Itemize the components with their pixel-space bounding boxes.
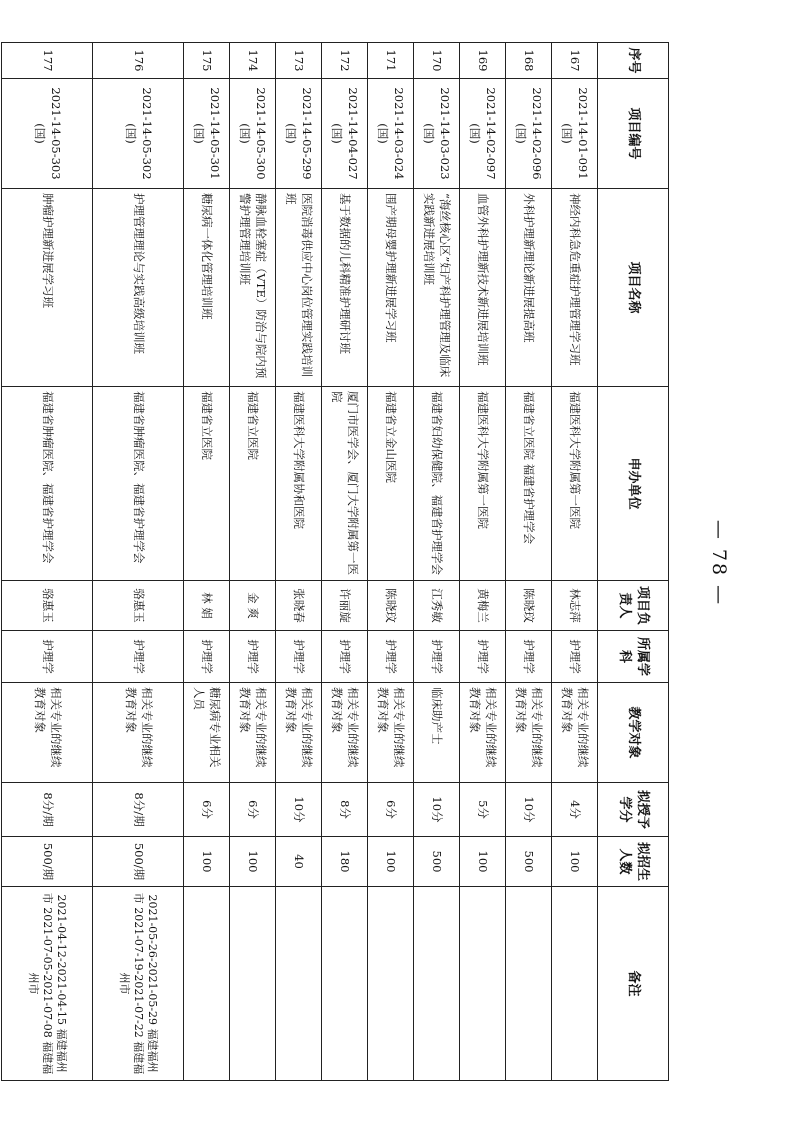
cell-name: 外科护理新理论新进展提高班 [506,189,552,387]
cell-org: 福建医科大学附属第一医院 [460,387,506,581]
cell-discipline: 护理学 [506,631,552,683]
cell-count: 500 [414,837,460,887]
cell-id: 2021-14-02-096(国) [506,79,552,189]
cell-name: “海丝核心区”妇产科护理管理及临床实践新进展培训班 [414,189,460,387]
cell-discipline: 护理学 [552,631,598,683]
cell-note [460,887,506,1081]
cell-org: 福建省立医院 [184,387,230,581]
cell-note [552,887,598,1081]
course-table [1,42,669,1081]
cell-lead: 林志萍 [552,581,598,631]
cell-credit: 10分 [506,783,552,837]
cell-note [276,887,322,1081]
cell-credit: 10分 [276,783,322,837]
cell-no: 176 [93,43,184,79]
cell-name: 医院消毒供应中心岗位管理实践培训班 [276,189,322,387]
cell-audience: 相关专业的继续教育对象 [2,683,93,783]
table-row [93,43,184,1081]
header-count: 拟招生人数 [598,837,669,887]
cell-lead: 陈晓玟 [368,581,414,631]
table-row [322,43,368,1081]
cell-id: 2021-14-05-302(国) [93,79,184,189]
cell-audience: 相关专业的继续教育对象 [460,683,506,783]
cell-count: 500 [506,837,552,887]
cell-lead: 江秀敏 [414,581,460,631]
cell-name: 肿瘤护理新进展学习班 [2,189,93,387]
cell-id: 2021-14-02-097(国) [460,79,506,189]
cell-id: 2021-14-05-301(国) [184,79,230,189]
cell-count: 100 [552,837,598,887]
cell-audience: 糖尿病专业相关人员 [184,683,230,783]
cell-org: 福建省肿瘤医院、福建省护理学会 [2,387,93,581]
cell-name: 护理管理理论与实践高级培训班 [93,189,184,387]
page-number [704,498,734,628]
cell-no: 177 [2,43,93,79]
cell-discipline: 护理学 [368,631,414,683]
header-id: 项目编号 [598,79,669,189]
cell-id: 2021-14-01-091(国) [552,79,598,189]
cell-audience: 临床助产士 [414,683,460,783]
cell-audience: 相关专业的继续教育对象 [93,683,184,783]
cell-name: 糖尿病一体化管理培训班 [184,189,230,387]
cell-note [230,887,276,1081]
table-row [460,43,506,1081]
cell-credit: 8分/期 [93,783,184,837]
cell-note [414,887,460,1081]
cell-no: 175 [184,43,230,79]
cell-org: 福建医科大学附属第一医院 [552,387,598,581]
cell-count: 500/期 [93,837,184,887]
cell-discipline: 护理学 [230,631,276,683]
cell-discipline: 护理学 [414,631,460,683]
table-row [184,43,230,1081]
cell-credit: 6分 [230,783,276,837]
header-discipline: 所属学科 [598,631,669,683]
cell-audience: 相关专业的继续教育对象 [322,683,368,783]
page-number-text: — 78 — [708,519,731,607]
cell-count: 180 [322,837,368,887]
table-body [2,43,598,1081]
cell-count: 40 [276,837,322,887]
cell-id: 2021-14-03-023(国) [414,79,460,189]
cell-lead: 骆惠玉 [93,581,184,631]
header-credit: 拟授予学分 [598,783,669,837]
cell-no: 172 [322,43,368,79]
cell-credit: 4分 [552,783,598,837]
cell-count: 100 [230,837,276,887]
cell-name: 基于数据的儿科精准护理研讨班 [322,189,368,387]
header-name: 项目名称 [598,189,669,387]
cell-id: 2021-14-03-024(国) [368,79,414,189]
cell-audience: 相关专业的继续教育对象 [552,683,598,783]
cell-no: 171 [368,43,414,79]
table-header-row [598,43,669,1081]
cell-lead: 黄梅兰 [460,581,506,631]
cell-lead: 林 娟 [184,581,230,631]
cell-name: 围产期母婴护理新进展学习班 [368,189,414,387]
cell-discipline: 护理学 [276,631,322,683]
cell-note [322,887,368,1081]
cell-name: 血管外科护理新技术新进展培训班 [460,189,506,387]
table-row [230,43,276,1081]
cell-no: 170 [414,43,460,79]
cell-org: 福建省肿瘤医院、福建省护理学会 [93,387,184,581]
table-row [506,43,552,1081]
table-row [552,43,598,1081]
table-row [2,43,93,1081]
cell-credit: 6分 [184,783,230,837]
cell-no: 174 [230,43,276,79]
cell-count: 100 [460,837,506,887]
cell-no: 168 [506,43,552,79]
cell-discipline: 护理学 [93,631,184,683]
cell-org: 福建省立医院 福建省护理学会 [506,387,552,581]
cell-name: 静脉血栓塞症（VTE）防治与院内预警护理管理培训班 [230,189,276,387]
cell-lead: 张晓春 [276,581,322,631]
cell-note: 2021-04-12-2021-04-15 福建福州市 2021-07-05-2021-07-08 福建福州市 [2,887,93,1081]
cell-lead: 骆惠玉 [2,581,93,631]
cell-no: 169 [460,43,506,79]
cell-audience: 相关专业的继续教育对象 [368,683,414,783]
cell-credit: 10分 [414,783,460,837]
cell-note [506,887,552,1081]
cell-discipline: 护理学 [184,631,230,683]
cell-count: 100 [184,837,230,887]
cell-id: 2021-14-05-303(国) [2,79,93,189]
cell-discipline: 护理学 [2,631,93,683]
cell-org: 福建省立金山医院 [368,387,414,581]
table-row [414,43,460,1081]
cell-count: 100 [368,837,414,887]
cell-note [184,887,230,1081]
cell-note: 2021-05-26-2021-05-29 福建福州市 2021-07-19-2021-07-22 福建福州市 [93,887,184,1081]
cell-discipline: 护理学 [322,631,368,683]
cell-count: 500/期 [2,837,93,887]
cell-credit: 5分 [460,783,506,837]
cell-credit: 8分 [322,783,368,837]
cell-org: 厦门市医学会、厦门大学附属第一医院 [322,387,368,581]
cell-id: 2021-14-05-299(国) [276,79,322,189]
cell-org: 福建省妇幼保健院、福建省护理学会 [414,387,460,581]
header-org: 申办单位 [598,387,669,581]
rotated-table-wrapper [26,42,669,1080]
cell-lead: 陈晓玟 [506,581,552,631]
cell-audience: 相关专业的继续教育对象 [276,683,322,783]
header-note: 备注 [598,887,669,1081]
cell-id: 2021-14-04-027(国) [322,79,368,189]
cell-no: 173 [276,43,322,79]
header-audience: 教学对象 [598,683,669,783]
cell-audience: 相关专业的继续教育对象 [506,683,552,783]
cell-org: 福建医科大学附属协和医院 [276,387,322,581]
cell-note [368,887,414,1081]
header-no: 序号 [598,43,669,79]
cell-credit: 6分 [368,783,414,837]
cell-lead: 金 爽 [230,581,276,631]
table-row [368,43,414,1081]
table-row [276,43,322,1081]
cell-id: 2021-14-05-300(国) [230,79,276,189]
cell-org: 福建省立医院 [230,387,276,581]
cell-discipline: 护理学 [460,631,506,683]
header-lead: 项目负责人 [598,581,669,631]
cell-credit: 8分/期 [2,783,93,837]
cell-name: 神经内科急危重症护理管理学习班 [552,189,598,387]
cell-lead: 许丽旋 [322,581,368,631]
cell-no: 167 [552,43,598,79]
cell-audience: 相关专业的继续教育对象 [230,683,276,783]
